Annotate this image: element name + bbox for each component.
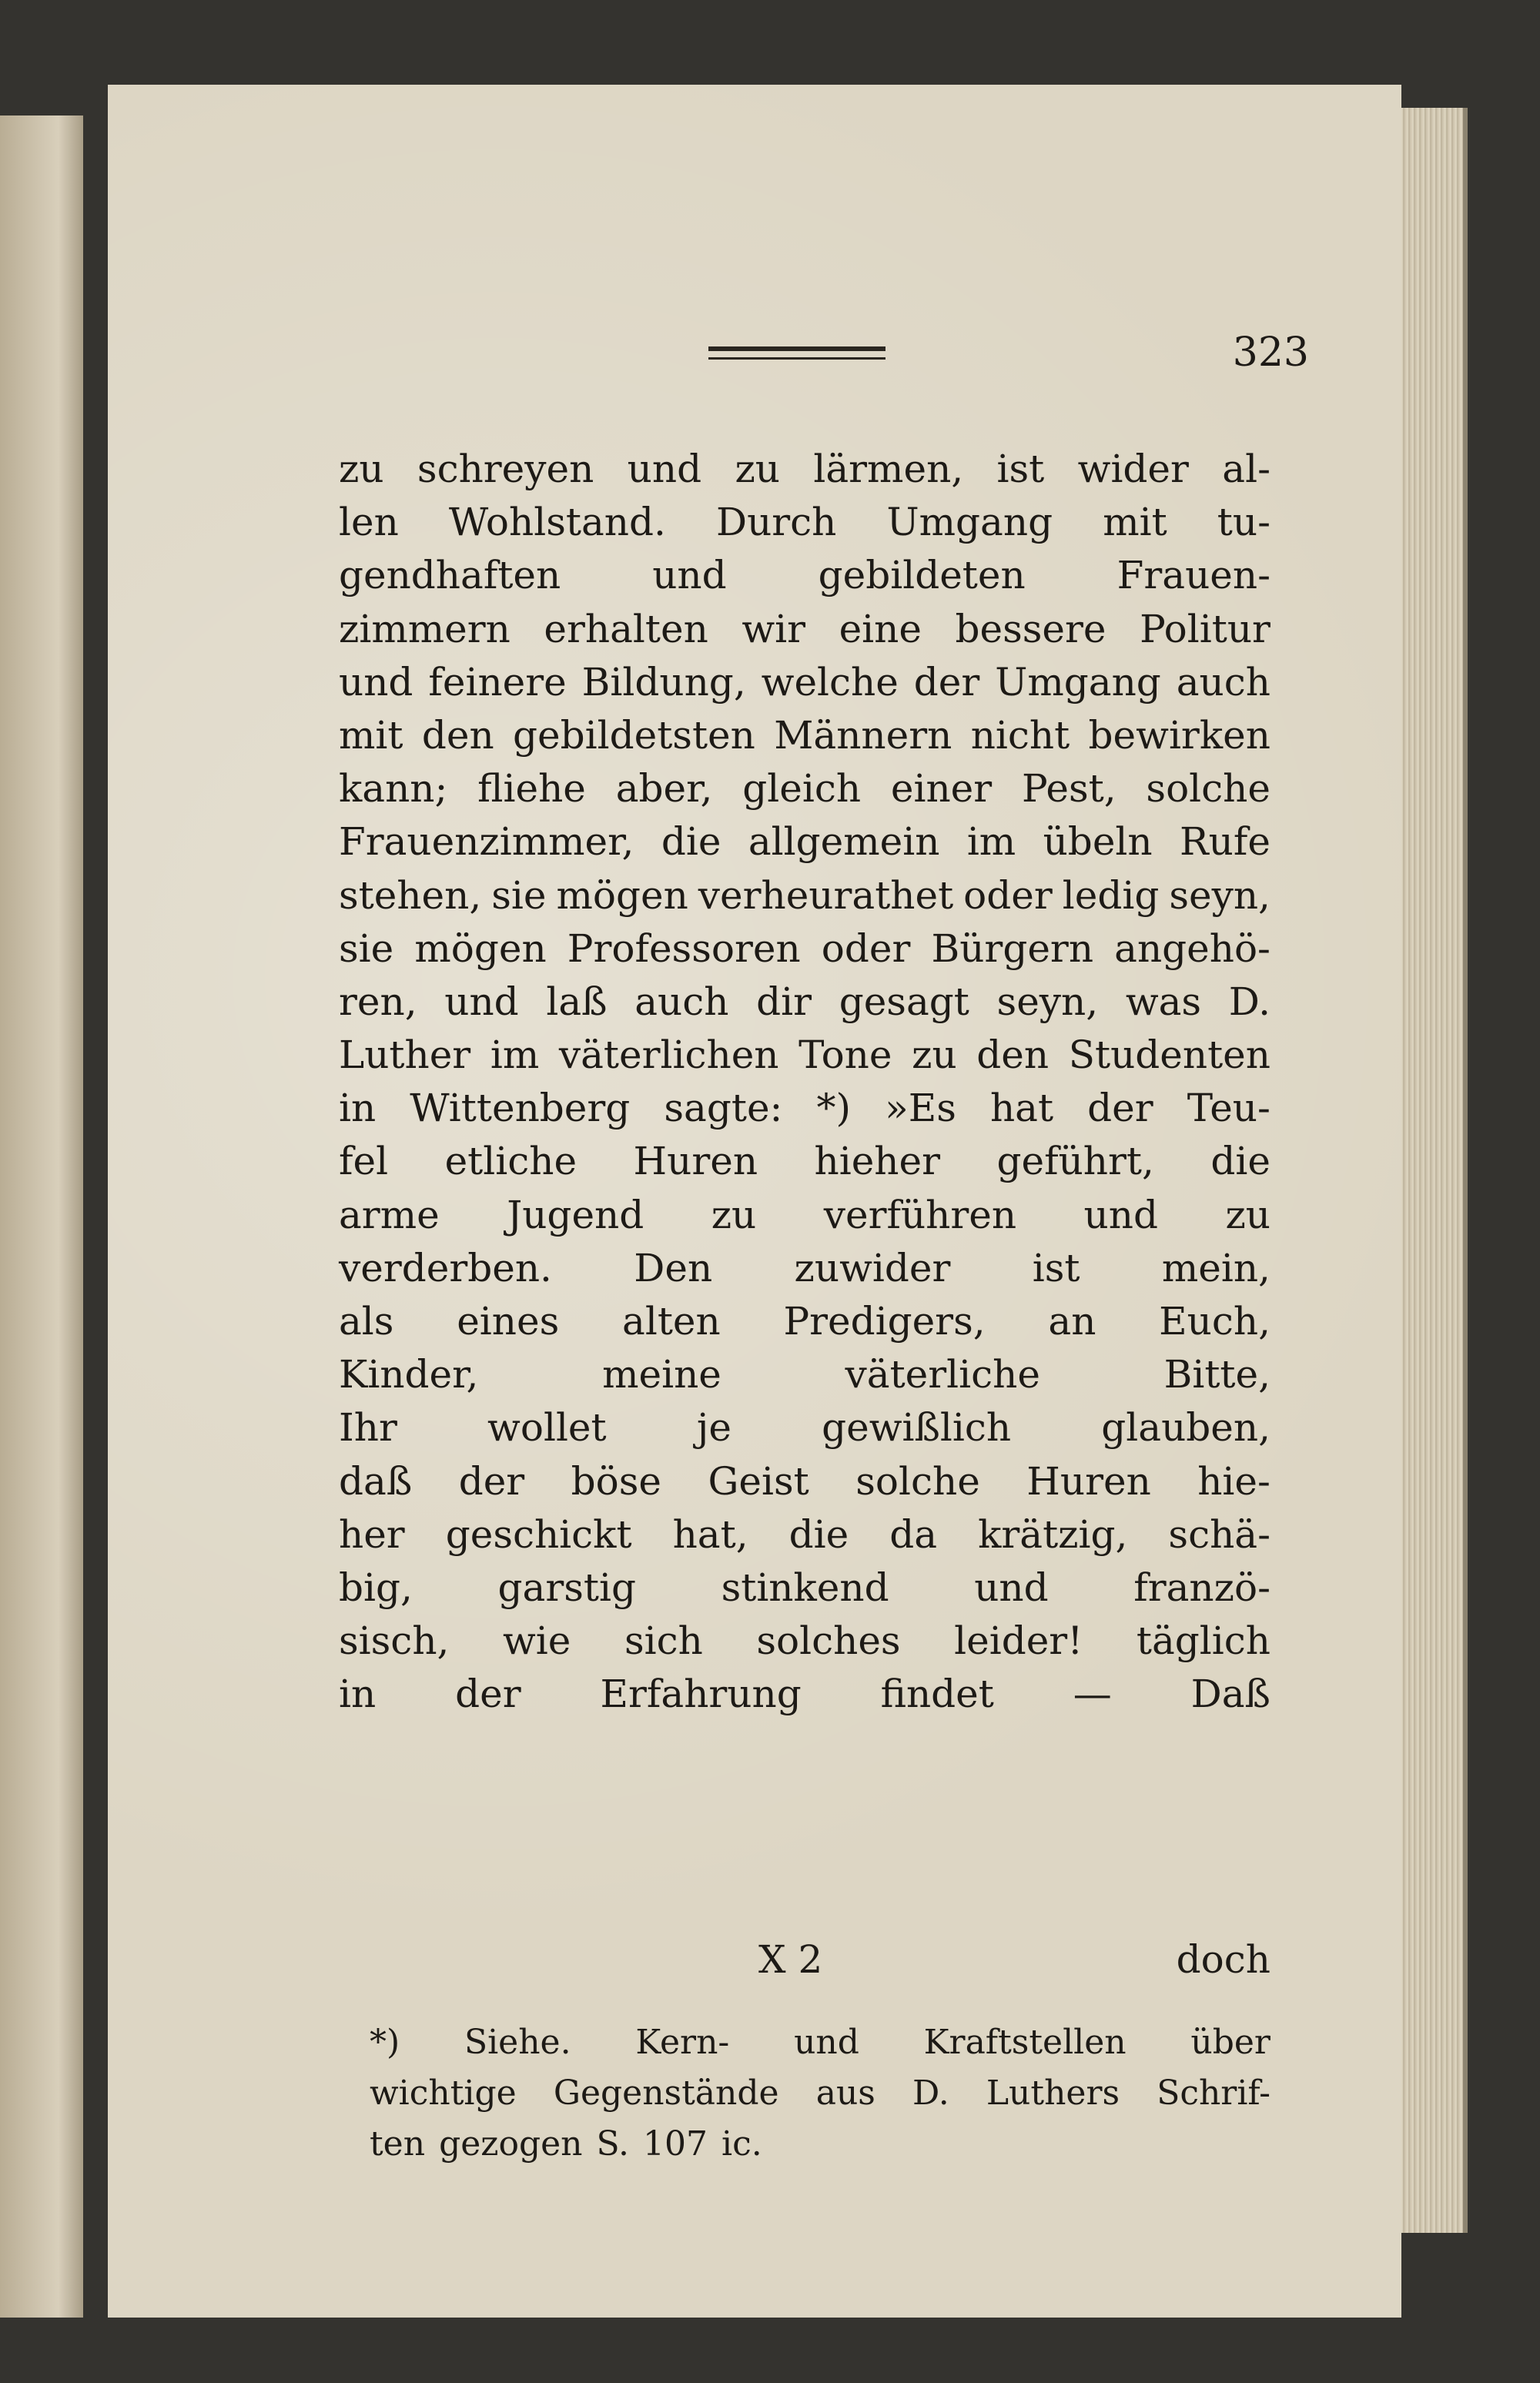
word: franzö- [1133,1565,1270,1610]
word: gezogen [439,2124,583,2164]
word: Frauenzimmer, [339,819,634,865]
text-line [339,1455,1270,1508]
word: Luther [339,1033,471,1078]
word: meine [602,1352,721,1397]
word: wichtige [370,2073,517,2113]
word: der [913,659,980,705]
text-line [339,1508,1270,1561]
word: gleich [742,766,862,812]
word: Professoren [567,925,801,971]
word: der [1087,1086,1153,1131]
text-line [339,1615,1270,1668]
word: bewirken [1088,712,1270,758]
word: Jugend [507,1192,644,1237]
text-line [339,922,1270,976]
word: mit [339,712,403,758]
word: oder [963,872,1053,918]
word: S. [596,2124,630,2164]
word: daß [339,1458,413,1504]
word: kann; [339,766,448,812]
word: stinkend [721,1565,889,1610]
word: Kraftstellen [923,2023,1127,2062]
word: verderben. [339,1245,552,1290]
word: sie [491,872,547,918]
footnote-line [370,2068,1270,2119]
word: verheurathet [698,872,954,918]
word: die [788,1511,849,1557]
text-line [339,709,1270,762]
word: arme [339,1192,440,1237]
word: Umgang [886,500,1053,545]
catchword: doch [1176,1937,1270,1982]
word: und [1083,1192,1158,1237]
word: seyn, [996,979,1099,1024]
word: Ihr [339,1405,397,1451]
text-line [339,976,1270,1029]
word: Den [634,1245,713,1290]
left-page-edge [0,115,83,2318]
word: Wohlstand. [448,500,666,545]
word: auch [1176,659,1270,705]
word: leider! [954,1618,1083,1664]
word: sich [624,1618,703,1664]
word: Schrif- [1157,2073,1270,2113]
word: hieher [814,1139,940,1184]
footnote [370,2017,1270,2170]
word: wir [742,606,806,651]
word: Bürgern [931,925,1094,971]
word: wider [1077,447,1189,491]
word: geführt, [996,1139,1154,1184]
word: Huren [1026,1458,1151,1504]
word: Studenten [1068,1033,1270,1078]
word: väterliche [845,1352,1040,1397]
word: zu [912,1033,957,1078]
text-line [339,1295,1270,1348]
word: Siehe. [464,2023,571,2062]
word: und [974,1565,1049,1610]
word: lärmen, [813,447,964,491]
word: in [339,1672,377,1717]
word: ic. [721,2124,762,2164]
word: ist [996,447,1045,491]
word: Predigers, [783,1299,986,1344]
word: aber, [615,766,713,812]
word: die [1210,1139,1270,1184]
word: ist [1032,1245,1080,1290]
word: *) [370,2023,400,2062]
word: sisch, [339,1618,450,1664]
word: D. [912,2073,949,2113]
text-line [339,869,1270,922]
word: al- [1222,447,1270,491]
word: hat [989,1086,1054,1131]
word: *) [816,1086,852,1131]
word: angehö- [1114,925,1270,971]
word: Daß [1190,1672,1270,1717]
word: was [1125,979,1202,1024]
footnote-line [370,2017,1270,2068]
word: zu [711,1192,757,1237]
word: nicht [970,712,1070,758]
word: schreyen [417,447,594,491]
word: mein, [1161,1245,1270,1290]
word: verführen [823,1192,1017,1237]
word: Bildung, [581,659,746,705]
word: Politur [1140,606,1270,651]
word: Männern [774,712,952,758]
word: glauben, [1101,1405,1270,1451]
word: bessere [955,606,1106,651]
word: einer [890,766,993,812]
word: den [421,712,494,758]
word: sagte: [664,1086,783,1131]
word: geschickt [445,1511,632,1557]
word: in [339,1086,377,1131]
text-line [339,1668,1270,1721]
word: tu- [1217,500,1270,545]
word: im [966,819,1016,865]
word: wie [502,1618,571,1664]
page-number: 323 [1232,330,1309,376]
word: zu [339,447,384,491]
word: Kinder, [339,1352,479,1397]
text-line [339,656,1270,709]
word: an [1048,1299,1096,1344]
text-line [339,1189,1270,1242]
word: Euch, [1159,1299,1270,1344]
word: schä- [1168,1511,1270,1557]
word: aus [815,2073,875,2113]
word: väterlichen [558,1033,779,1078]
word: big, [339,1565,413,1610]
word: Kern- [635,2023,730,2062]
word: als [339,1299,394,1344]
word: solches [756,1618,901,1664]
signature-mark: X 2 [758,1937,823,1982]
text-line [339,762,1270,815]
text-line [339,443,1270,496]
word: Erfahrung [600,1672,802,1717]
word: zuwider [794,1245,951,1290]
word: sie [339,925,394,971]
text-line [339,1348,1270,1401]
text-line [339,603,1270,656]
word: solche [855,1458,980,1504]
word: und [339,659,413,705]
word: ledig [1062,872,1160,918]
word: Durch [715,500,837,545]
word: Huren [633,1139,758,1184]
text-line [339,496,1270,549]
word: D. [1228,979,1270,1024]
word: zu [735,447,780,491]
word: laß [546,979,608,1024]
footnote-line [370,2119,1270,2170]
word: den [976,1033,1050,1078]
word: im [490,1033,540,1078]
word: mögen [556,872,688,918]
word: mögen [414,925,547,971]
word: erhalten [544,606,708,651]
body-text [339,443,1270,1722]
word: gesagt [839,979,969,1024]
text-line [339,1561,1270,1615]
word: 107 [643,2124,708,2164]
word: auch [634,979,729,1024]
text-line [339,1082,1270,1135]
header-rule [708,346,886,360]
word: gebildeten [818,553,1026,598]
word: oder [821,925,911,971]
word: gendhaften [339,553,561,598]
word: Pest, [1021,766,1116,812]
word: Umgang [995,659,1161,705]
word: Luthers [986,2073,1120,2113]
word: seyn, [1169,872,1270,918]
word: und [444,979,519,1024]
word: hie- [1197,1458,1270,1504]
word: Rufe [1180,819,1270,865]
word: gewißlich [822,1405,1012,1451]
word: ten [370,2124,426,2164]
word: übeln [1043,819,1153,865]
word: Wittenberg [410,1086,631,1131]
word: der [455,1672,521,1717]
word: feinere [428,659,567,705]
footer-row [339,1933,1270,1986]
word: stehen, [339,872,482,918]
word: und [627,447,702,491]
word: eine [839,606,922,651]
word: fliehe [477,766,586,812]
word: zu [1225,1192,1270,1237]
word: Geist [708,1458,809,1504]
word: gebildetsten [513,712,755,758]
word: und [794,2023,859,2062]
word: »Es [885,1086,956,1131]
word: solche [1146,766,1270,812]
word: Frauen- [1116,553,1270,598]
word: wollet [487,1405,607,1451]
word: dir [756,979,812,1024]
word: hat, [672,1511,748,1557]
word: Bitte, [1163,1352,1270,1397]
word: mit [1103,500,1167,545]
word: allgemein [748,819,940,865]
word: len [339,500,399,545]
text-line [339,1242,1270,1295]
word: die [661,819,721,865]
word: zimmern [339,606,511,651]
word: täglich [1136,1618,1270,1664]
word: eines [457,1299,560,1344]
text-line [339,549,1270,602]
word: der [458,1458,525,1504]
text-line [339,1029,1270,1082]
word: fel [339,1139,389,1184]
word: welche [761,659,899,705]
word: — [1073,1672,1112,1717]
text-line [339,1135,1270,1188]
word: findet [880,1672,994,1717]
word: her [339,1511,405,1557]
text-line [339,1401,1270,1454]
word: böse [571,1458,662,1504]
word: Teu- [1187,1086,1270,1131]
word: und [652,553,727,598]
book-page [108,85,1401,2318]
word: garstig [497,1565,636,1610]
word: je [696,1405,732,1451]
word: etliche [444,1139,578,1184]
word: über [1190,2023,1270,2062]
word: Tone [798,1033,892,1078]
text-line [339,815,1270,869]
text-block [339,362,1270,2210]
word: Gegenstände [553,2073,779,2113]
word: alten [622,1299,721,1344]
word: ren, [339,979,417,1024]
word: krätzig, [978,1511,1128,1557]
word: da [889,1511,938,1557]
